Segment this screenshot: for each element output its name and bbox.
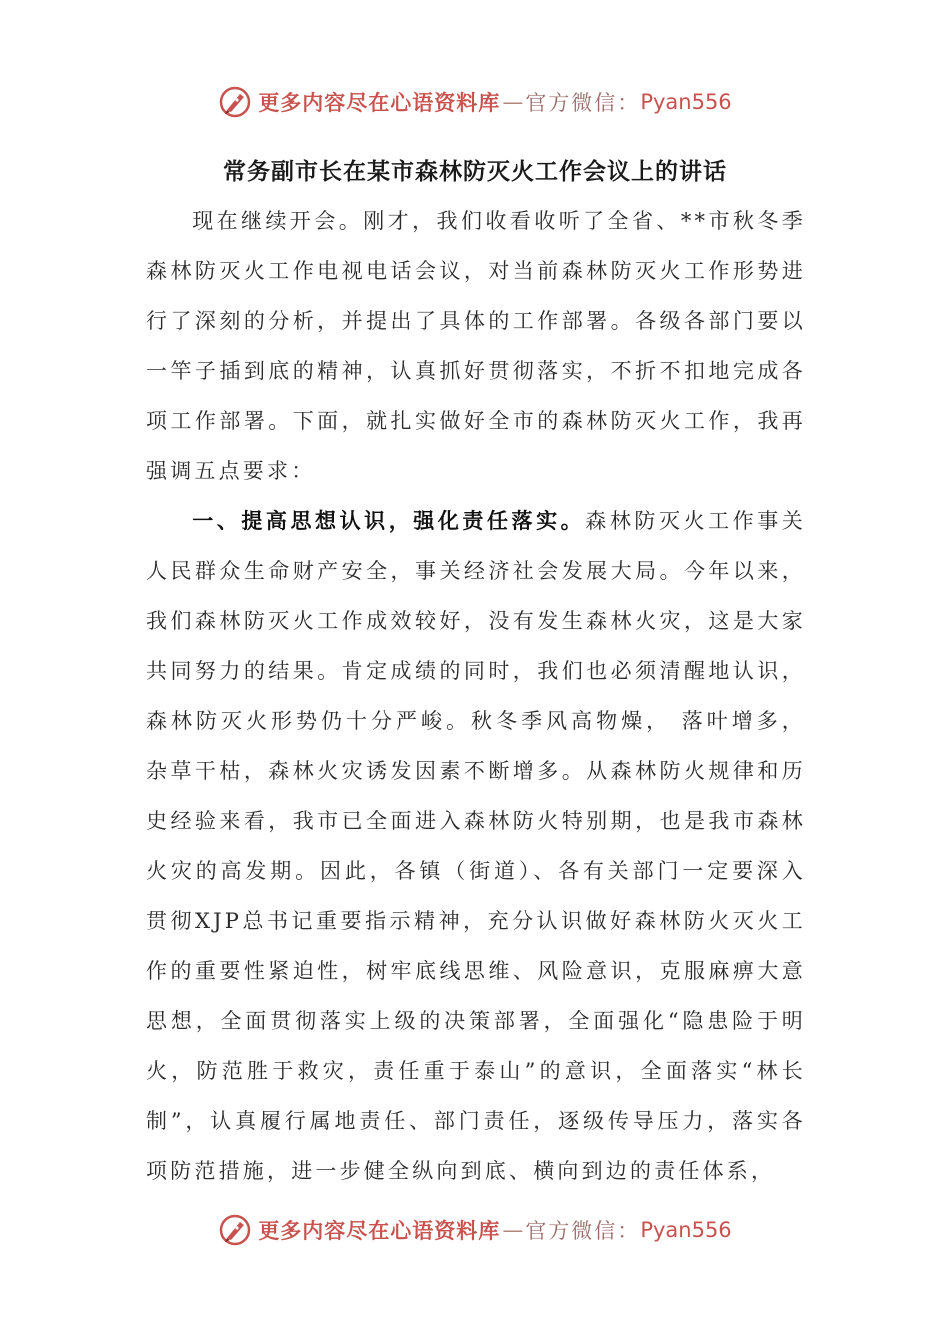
watermark-separator: — [502, 90, 524, 114]
watermark-wechat-id: Pyan556 [640, 90, 732, 114]
watermark-wechat-id: Pyan556 [640, 1218, 732, 1242]
section-1-body: 森林防灭火工作事关人民群众生命财产安全，事关经济社会发展大局。今年以来，我们森林防灭火工作成效较好，没有发生森林火灾，这是大家共同努力的结果。肯定成绩的同时，我们也必须清醒地认识，森林防灭火形势仍十分严峻。秋冬季风高物燥， 落叶增多，杂草干枯，森林火灾诱发因素不断增多。从森林防火规律和历史经验来看，我市已全面进入森林防火特别期，也是我市森林火灾的高发期。因此，各镇（街道）、各有关部门一定要深入贯彻XJP总书记重要指示精神，充分认识做好森林防火灭火工作的重要性紧迫性，树牢底线思维、风险意识，克服麻痹大意思想，全面贯彻落实上级的决策部署，全面强化“隐患险于明火，防范胜于救灾，责任重于泰山”的意识，全面落实“林长制”，认真履行属地责任、部门责任，逐级传导压力，落实各项防范措施，进一步健全纵向到底、横向到边的责任体系， [146, 509, 806, 1183]
document-body [146, 196, 806, 1196]
document-title: 常务副市长在某市森林防灭火工作会议上的讲话 [223, 158, 727, 185]
watermark-wechat-label: 官方微信： [525, 1219, 641, 1243]
watermark-wechat-label: 官方微信： [525, 91, 641, 115]
watermark-site-text: 更多内容尽在心语资料库 [258, 90, 501, 115]
watermark-separator: — [502, 1218, 524, 1242]
section-1-heading: 一、提高思想认识，强化责任落实。 [192, 508, 586, 533]
paragraph-section-1 [146, 496, 806, 1196]
pen-logo-icon [218, 1213, 252, 1247]
footer-watermark [0, 1210, 950, 1250]
paragraph-intro: 现在继续开会。刚才，我们收看收听了全省、**市秋冬季森林防灭火工作电视电话会议，对当前森林防灭火工作形势进行了深刻的分析，并提出了具体的工作部署。各级各部门要以一竿子插到底的精神，认真抓好贯彻落实，不折不扣地完成各项工作部署。下面，就扎实做好全市的森林防灭火工作，我再强调五点要求： [146, 209, 806, 483]
watermark-site-text: 更多内容尽在心语资料库 [258, 1218, 501, 1243]
pen-logo-icon [218, 85, 252, 119]
header-watermark [0, 82, 950, 122]
